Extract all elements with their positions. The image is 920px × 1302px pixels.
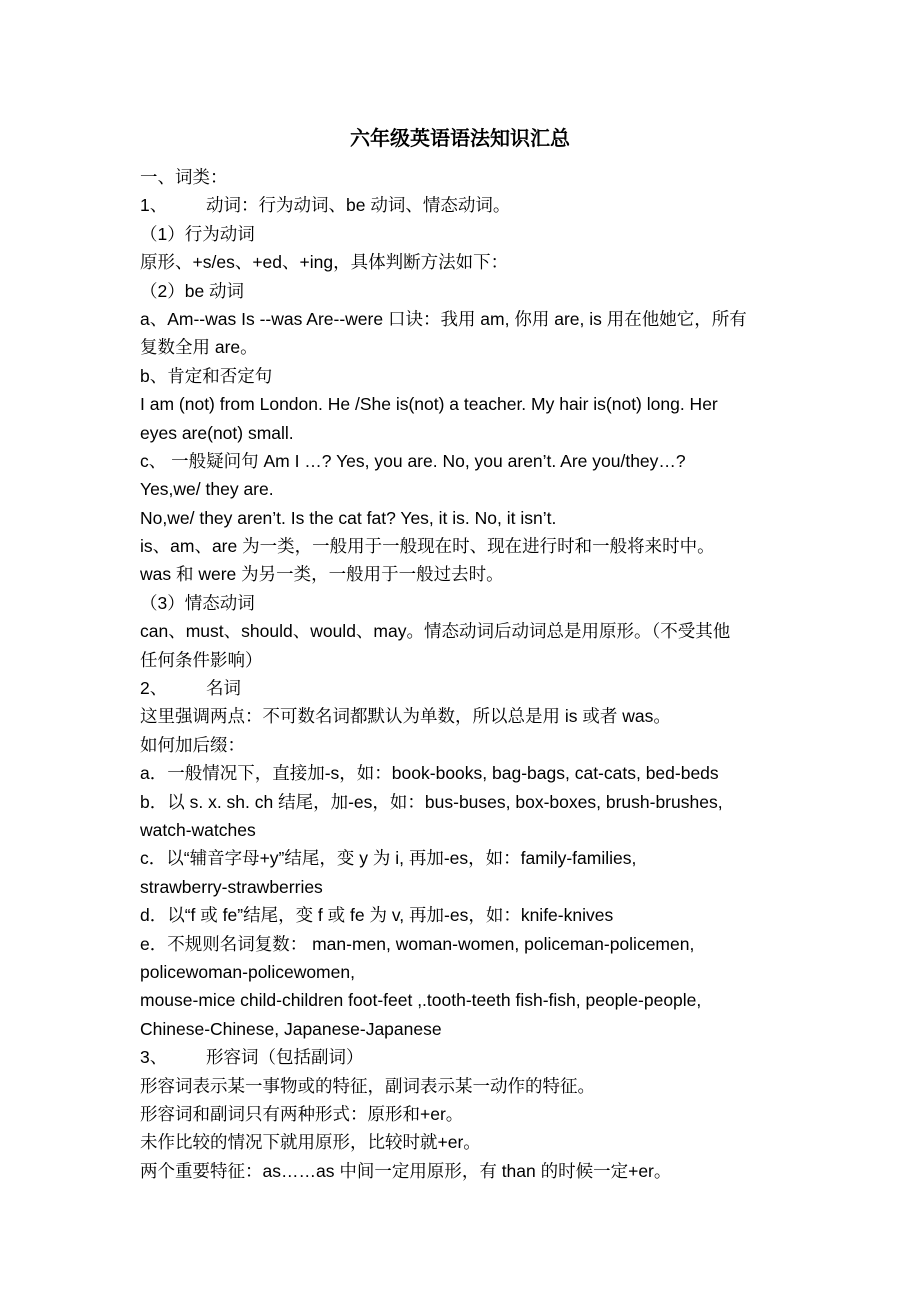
section-number: 1、 (140, 195, 168, 216)
text-line: Chinese-Chinese, Japanese-Japanese (140, 1018, 442, 1039)
text-line: strawberry-strawberries (140, 876, 323, 897)
text-line: a．一般情况下，直接加-s，如：book-books, bag-bags, cat-cats, bed-beds (140, 763, 719, 784)
heading-text: 动词：行为动词、be 动词、情态动词。 (206, 195, 511, 216)
text-line: 两个重要特征：as……as 中间一定用原形，有 than 的时候一定+er。 (140, 1160, 672, 1181)
text-line: can、must、should、would、may。情态动词后动词总是用原形。（不受其他 (140, 621, 731, 642)
heading-text: 形容词（包括副词） (206, 1047, 364, 1068)
text-line: 形容词表示某一事物或的特征，副词表示某一动作的特征。 (140, 1075, 595, 1096)
text-line: 形容词和副词只有两种形式：原形和+er。 (140, 1103, 464, 1124)
heading-text: 名词 (206, 678, 241, 699)
text-line: （3）情态动词 (140, 592, 255, 613)
text-line: c．以“辅音字母+y”结尾，变 y 为 i, 再加-es，如：family-families, (140, 848, 637, 869)
text-line: Yes,we/ they are. (140, 479, 274, 500)
text-line: （1）行为动词 (140, 223, 255, 244)
text-line: （2）be 动词 (140, 280, 245, 301)
text-line: watch-watches (140, 819, 256, 840)
text-line: 这里强调两点：不可数名词都默认为单数，所以总是用 is 或者 was。 (140, 706, 671, 727)
text-line: was 和 were 为另一类，一般用于一般过去时。 (140, 564, 504, 585)
text-line: mouse-mice child-children foot-feet ,.tooth-teeth fish-fish, people-people, (140, 990, 702, 1011)
subsection-heading (140, 1043, 800, 1071)
text-line: a、Am--was Is --was Are--were 口诀：我用 am, 你用 are, is 用在他她它，所有 (140, 308, 747, 329)
section-heading: 一、词类： (140, 167, 228, 187)
subsection-heading (140, 674, 800, 702)
text-line: c、 一般疑问句 Am I …? Yes, you are. No, you aren’t. Are you/they…? (140, 450, 686, 471)
text-line: 未作比较的情况下就用原形，比较时就+er。 (140, 1132, 481, 1153)
section-number: 3、 (140, 1047, 168, 1068)
text-line: I am (not) from London. He /She is(not) a teacher. My hair is(not) long. Her (140, 394, 718, 415)
text-line: b．以 s. x. sh. ch 结尾，加-es，如：bus-buses, box-boxes, brush-brushes, (140, 791, 723, 812)
text-line: 复数全用 are。 (140, 337, 258, 358)
document-body (140, 163, 800, 1185)
text-line: eyes are(not) small. (140, 422, 294, 443)
text-line: b、肯定和否定句 (140, 365, 273, 386)
text-line: e．不规则名词复数： man-men, woman-women, policeman-policemen, (140, 933, 695, 954)
section-number: 2、 (140, 678, 168, 699)
text-line: 原形、+s/es、+ed、+ing，具体判断方法如下： (140, 252, 509, 273)
text-line: No,we/ they aren’t. Is the cat fat? Yes, it is. No, it isn’t. (140, 507, 557, 528)
text-line: policewoman-policewomen, (140, 961, 355, 982)
text-line: is、am、are 为一类，一般用于一般现在时、现在进行时和一般将来时中。 (140, 536, 715, 557)
document-title: 六年级英语语法知识汇总 (350, 128, 570, 150)
text-line: 任何条件影响） (140, 649, 263, 670)
subsection-heading (140, 191, 800, 219)
text-line: d．以“f 或 fe”结尾，变 f 或 fe 为 v, 再加-es，如：knife-knives (140, 905, 614, 926)
text-line: 如何加后缀： (140, 734, 245, 755)
